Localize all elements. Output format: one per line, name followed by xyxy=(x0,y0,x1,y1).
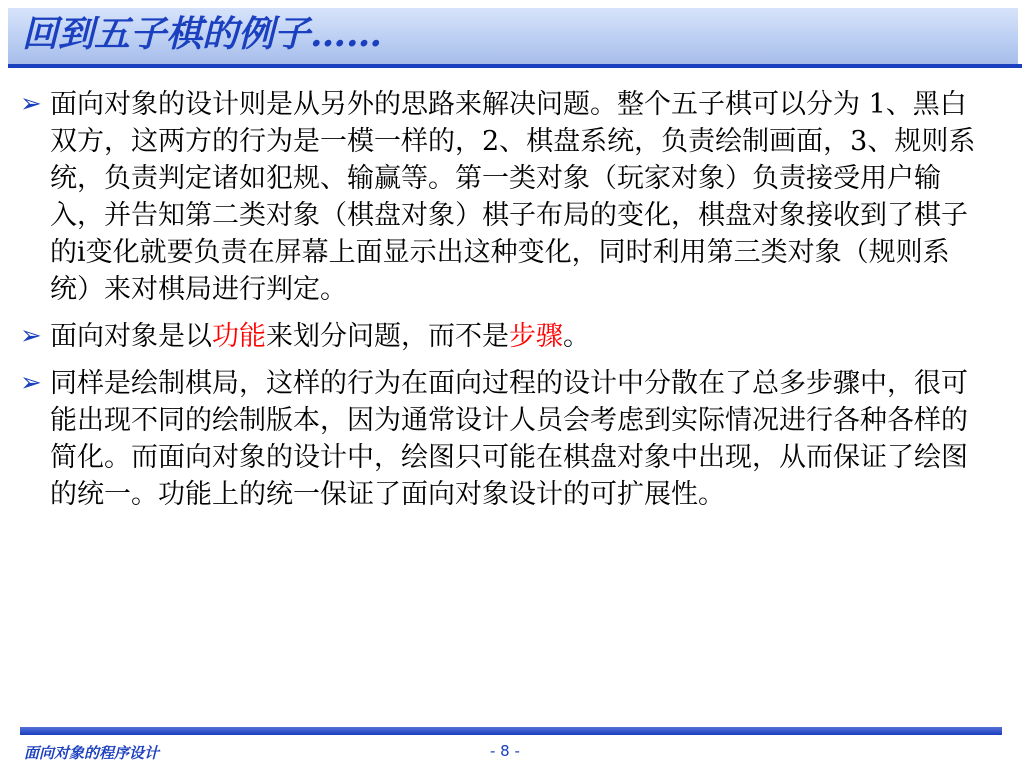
bullet-item-3 xyxy=(20,365,988,513)
slide-title: 回到五子棋的例子…… xyxy=(22,13,383,55)
bullet-item-1 xyxy=(20,86,988,308)
bullet-item-2 xyxy=(20,318,988,355)
bullet-text-2-pre: 面向对象是以 xyxy=(50,321,212,352)
bullet-arrow-icon: ➢ xyxy=(20,89,42,119)
highlight-steps: 步骤 xyxy=(509,321,563,352)
footer-course-name: 面向对象的程序设计 xyxy=(24,744,160,762)
highlight-function: 功能 xyxy=(212,321,266,352)
bullet-arrow-icon: ➢ xyxy=(20,321,42,351)
slide-content xyxy=(20,86,988,523)
title-underline xyxy=(8,64,1022,68)
title-bar xyxy=(8,8,1018,64)
bullet-text-3: 同样是绘制棋局，这样的行为在面向过程的设计中分散在了总多步骤中，很可能出现不同的绘制版本，因为通常设计人员会考虑到实际情况进行各种各样的简化。而面向对象的设计中，绘图只可能在棋盘对象中出现，从而保证了绘图的统一。功能上的统一保证了面向对象设计的可扩展性。 xyxy=(50,368,968,510)
bullet-text-2-post: 。 xyxy=(563,321,590,352)
bullet-text-2-mid: 来划分问题，而不是 xyxy=(266,321,509,352)
footer-bar xyxy=(20,727,1002,735)
bullet-arrow-icon: ➢ xyxy=(20,368,42,398)
footer-page-number: - 8 - xyxy=(490,742,520,760)
bullet-text-1: 面向对象的设计则是从另外的思路来解决问题。整个五子棋可以分为 1、黑白双方，这两方的行为是一模一样的，2、棋盘系统，负责绘制画面，3、规则系统，负责判定诸如犯规、输赢等。第一类对象（玩家对象）负责接受用户输入，并告知第二类对象（棋盘对象）棋子布局的变化，棋盘对象接收到了棋子的i变化就要负责在屏幕上面显示出这种变化，同时利用第三类对象（规则系统）来对棋局进行判定。 xyxy=(50,89,976,305)
